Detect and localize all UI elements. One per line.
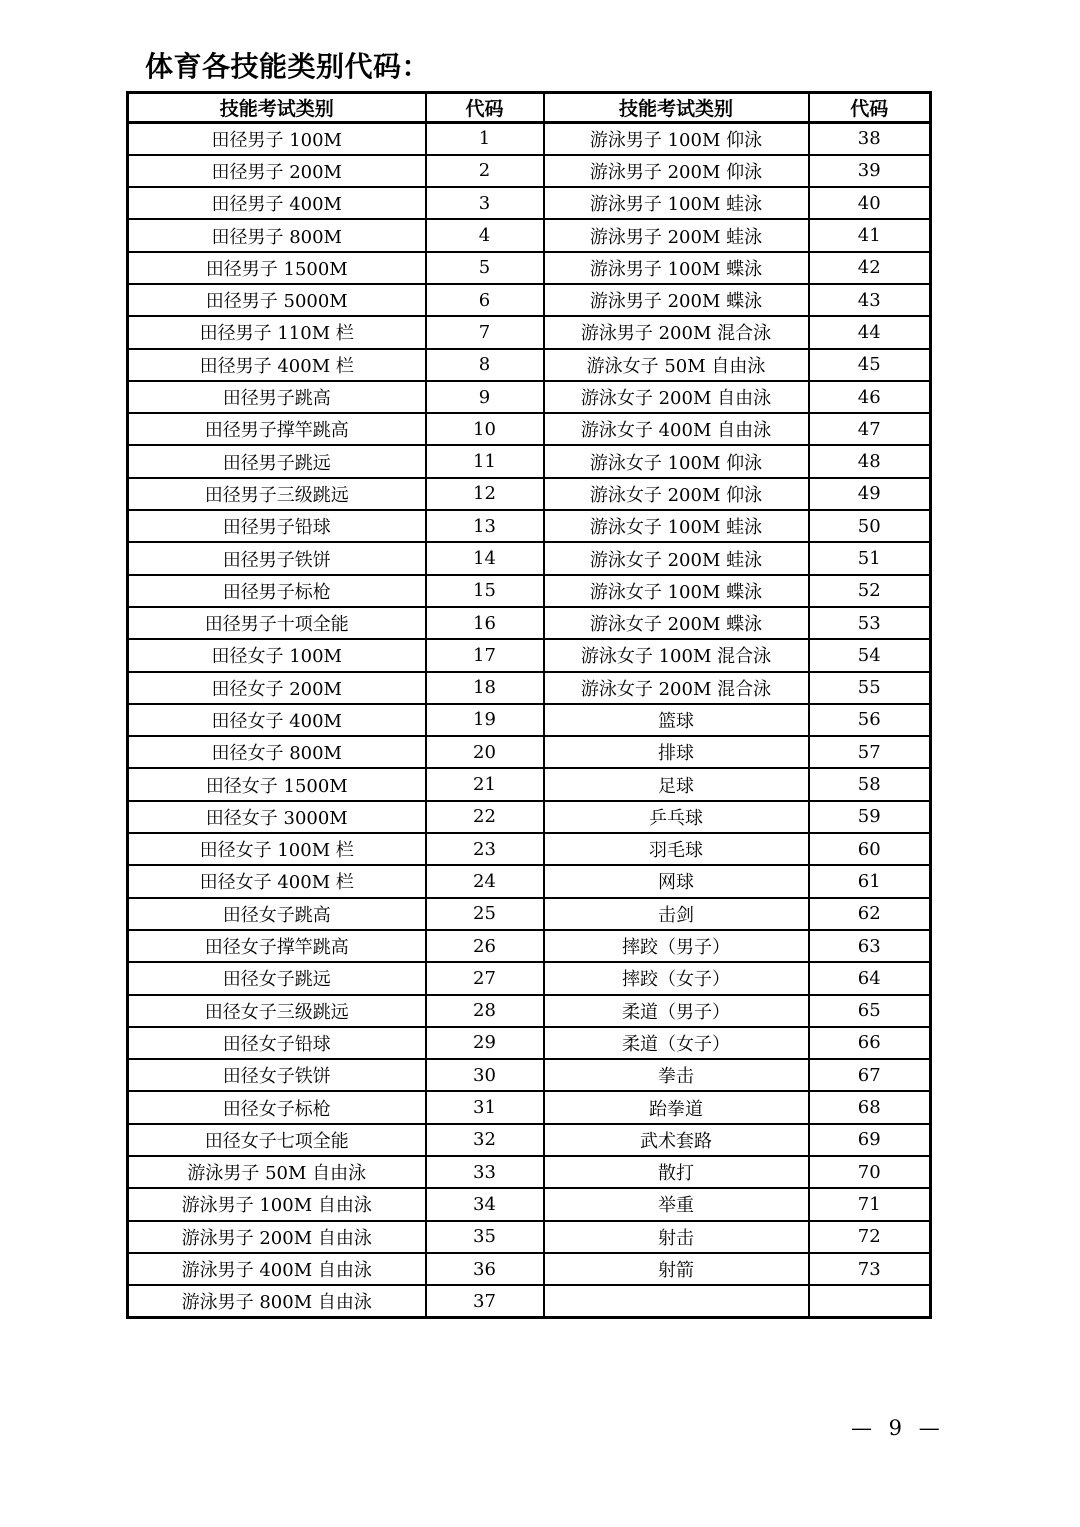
category-cell: 游泳女子 100M 蛙泳 [544, 510, 809, 542]
table-row [128, 413, 931, 445]
table-row [128, 123, 931, 155]
category-cell: 游泳女子 100M 混合泳 [544, 639, 809, 671]
code-cell: 9 [426, 381, 544, 413]
code-cell: 35 [426, 1221, 544, 1253]
category-cell: 柔道（女子） [544, 1027, 809, 1059]
code-cell: 37 [426, 1285, 544, 1317]
category-cell: 田径女子标枪 [128, 1091, 426, 1123]
code-cell: 4 [426, 219, 544, 251]
table-row [128, 187, 931, 219]
code-cell: 27 [426, 962, 544, 994]
category-cell: 田径男子十项全能 [128, 607, 426, 639]
table-row [128, 252, 931, 284]
table-row [128, 1091, 931, 1123]
code-cell: 20 [426, 736, 544, 768]
table-row [128, 575, 931, 607]
header-code-right: 代码 [809, 93, 931, 123]
code-cell: 69 [809, 1124, 931, 1156]
code-cell: 60 [809, 833, 931, 865]
category-cell: 田径男子 200M [128, 155, 426, 187]
table-row [128, 478, 931, 510]
code-cell: 28 [426, 995, 544, 1027]
category-cell: 游泳女子 200M 混合泳 [544, 672, 809, 704]
table-row [128, 1124, 931, 1156]
code-cell: 52 [809, 575, 931, 607]
category-cell: 游泳女子 200M 蛙泳 [544, 542, 809, 574]
code-cell: 34 [426, 1188, 544, 1220]
table-body [128, 123, 931, 1318]
code-cell: 21 [426, 768, 544, 800]
category-cell: 田径女子撑竿跳高 [128, 930, 426, 962]
table-row [128, 607, 931, 639]
category-cell: 田径男子三级跳远 [128, 478, 426, 510]
code-cell: 25 [426, 898, 544, 930]
code-cell: 32 [426, 1124, 544, 1156]
table-row [128, 1059, 931, 1091]
category-cell: 散打 [544, 1156, 809, 1188]
table-row [128, 898, 931, 930]
code-cell: 47 [809, 413, 931, 445]
code-cell: 16 [426, 607, 544, 639]
category-cell: 射箭 [544, 1253, 809, 1285]
table-row [128, 962, 931, 994]
category-cell: 田径女子 1500M [128, 768, 426, 800]
category-cell: 田径男子 5000M [128, 284, 426, 316]
table-row [128, 445, 931, 477]
category-cell: 游泳男子 200M 蝶泳 [544, 284, 809, 316]
code-cell: 7 [426, 316, 544, 348]
table-row [128, 1188, 931, 1220]
table-row [128, 510, 931, 542]
category-cell: 田径男子 100M [128, 123, 426, 155]
category-cell: 足球 [544, 768, 809, 800]
code-cell: 44 [809, 316, 931, 348]
category-cell: 游泳男子 100M 自由泳 [128, 1188, 426, 1220]
category-cell: 摔跤（男子） [544, 930, 809, 962]
category-cell: 田径男子 110M 栏 [128, 316, 426, 348]
table-row [128, 1156, 931, 1188]
code-cell: 55 [809, 672, 931, 704]
category-cell [544, 1285, 809, 1317]
code-cell: 19 [426, 704, 544, 736]
category-cell: 田径女子七项全能 [128, 1124, 426, 1156]
category-cell: 田径男子撑竿跳高 [128, 413, 426, 445]
code-cell: 36 [426, 1253, 544, 1285]
category-cell: 田径女子铅球 [128, 1027, 426, 1059]
category-cell: 网球 [544, 865, 809, 897]
code-cell: 13 [426, 510, 544, 542]
code-cell: 10 [426, 413, 544, 445]
category-cell: 射击 [544, 1221, 809, 1253]
category-cell: 田径男子 1500M [128, 252, 426, 284]
code-cell: 54 [809, 639, 931, 671]
header-category-left: 技能考试类别 [128, 93, 426, 123]
code-cell: 15 [426, 575, 544, 607]
category-cell: 田径男子 800M [128, 219, 426, 251]
category-cell: 排球 [544, 736, 809, 768]
category-cell: 跆拳道 [544, 1091, 809, 1123]
table-row [128, 833, 931, 865]
code-cell: 29 [426, 1027, 544, 1059]
category-cell: 田径女子 800M [128, 736, 426, 768]
code-cell: 45 [809, 349, 931, 381]
category-cell: 田径女子 3000M [128, 801, 426, 833]
category-cell: 田径女子 400M 栏 [128, 865, 426, 897]
category-cell: 游泳女子 200M 自由泳 [544, 381, 809, 413]
code-cell: 6 [426, 284, 544, 316]
category-cell: 游泳女子 100M 仰泳 [544, 445, 809, 477]
code-cell: 72 [809, 1221, 931, 1253]
category-cell: 游泳男子 200M 混合泳 [544, 316, 809, 348]
category-cell: 田径男子标枪 [128, 575, 426, 607]
table-row [128, 155, 931, 187]
category-cell: 拳击 [544, 1059, 809, 1091]
header-category-right: 技能考试类别 [544, 93, 809, 123]
code-cell: 22 [426, 801, 544, 833]
code-cell: 30 [426, 1059, 544, 1091]
code-cell: 24 [426, 865, 544, 897]
category-cell: 游泳男子 800M 自由泳 [128, 1285, 426, 1317]
code-cell: 18 [426, 672, 544, 704]
code-cell: 68 [809, 1091, 931, 1123]
page-title: 体育各技能类别代码： [145, 50, 431, 83]
table-row [128, 1253, 931, 1285]
category-cell: 羽毛球 [544, 833, 809, 865]
table-row [128, 704, 931, 736]
category-cell: 田径女子 400M [128, 704, 426, 736]
code-cell: 63 [809, 930, 931, 962]
code-cell: 3 [426, 187, 544, 219]
category-cell: 田径男子铁饼 [128, 542, 426, 574]
table-row [128, 639, 931, 671]
code-cell: 11 [426, 445, 544, 477]
code-cell: 61 [809, 865, 931, 897]
code-cell: 46 [809, 381, 931, 413]
category-cell: 田径女子跳高 [128, 898, 426, 930]
table-row [128, 349, 931, 381]
category-cell: 田径女子 200M [128, 672, 426, 704]
category-cell: 田径男子 400M 栏 [128, 349, 426, 381]
code-cell: 33 [426, 1156, 544, 1188]
code-cell: 73 [809, 1253, 931, 1285]
category-cell: 田径男子跳远 [128, 445, 426, 477]
category-cell: 游泳男子 100M 蝶泳 [544, 252, 809, 284]
category-cell: 柔道（男子） [544, 995, 809, 1027]
category-cell: 武术套路 [544, 1124, 809, 1156]
table-row [128, 542, 931, 574]
code-cell: 26 [426, 930, 544, 962]
table-row [128, 381, 931, 413]
table-row [128, 672, 931, 704]
category-cell: 摔跤（女子） [544, 962, 809, 994]
category-cell: 游泳男子 100M 仰泳 [544, 123, 809, 155]
code-cell: 66 [809, 1027, 931, 1059]
code-cell: 53 [809, 607, 931, 639]
code-cell: 57 [809, 736, 931, 768]
code-cell: 41 [809, 219, 931, 251]
table-row [128, 1221, 931, 1253]
category-cell: 田径男子跳高 [128, 381, 426, 413]
category-cell: 游泳女子 200M 蝶泳 [544, 607, 809, 639]
code-cell: 58 [809, 768, 931, 800]
table-row [128, 768, 931, 800]
category-cell: 游泳女子 400M 自由泳 [544, 413, 809, 445]
code-cell: 62 [809, 898, 931, 930]
code-cell: 40 [809, 187, 931, 219]
code-cell: 8 [426, 349, 544, 381]
header-code-left: 代码 [426, 93, 544, 123]
category-cell: 游泳男子 200M 自由泳 [128, 1221, 426, 1253]
category-cell: 举重 [544, 1188, 809, 1220]
code-cell: 42 [809, 252, 931, 284]
table-row [128, 1285, 931, 1317]
table-row [128, 930, 931, 962]
code-cell: 50 [809, 510, 931, 542]
category-cell: 游泳男子 400M 自由泳 [128, 1253, 426, 1285]
code-cell: 5 [426, 252, 544, 284]
table-row [128, 736, 931, 768]
category-cell: 田径女子 100M [128, 639, 426, 671]
code-cell: 64 [809, 962, 931, 994]
category-cell: 田径男子 400M [128, 187, 426, 219]
code-cell: 48 [809, 445, 931, 477]
category-cell: 游泳女子 50M 自由泳 [544, 349, 809, 381]
category-cell: 田径女子铁饼 [128, 1059, 426, 1091]
code-cell: 67 [809, 1059, 931, 1091]
skill-code-table [126, 91, 932, 1319]
category-cell: 游泳女子 200M 仰泳 [544, 478, 809, 510]
code-cell: 12 [426, 478, 544, 510]
page-number: — 9 — [851, 1416, 940, 1440]
code-cell [809, 1285, 931, 1317]
code-cell: 65 [809, 995, 931, 1027]
code-cell: 2 [426, 155, 544, 187]
code-cell: 14 [426, 542, 544, 574]
table-row [128, 995, 931, 1027]
table-header-row [128, 93, 931, 123]
category-cell: 乒乓球 [544, 801, 809, 833]
category-cell: 田径女子跳远 [128, 962, 426, 994]
category-cell: 田径女子 100M 栏 [128, 833, 426, 865]
category-cell: 田径女子三级跳远 [128, 995, 426, 1027]
code-cell: 70 [809, 1156, 931, 1188]
code-cell: 71 [809, 1188, 931, 1220]
table-row [128, 865, 931, 897]
code-cell: 17 [426, 639, 544, 671]
category-cell: 游泳男子 200M 仰泳 [544, 155, 809, 187]
category-cell: 田径男子铅球 [128, 510, 426, 542]
category-cell: 游泳男子 200M 蛙泳 [544, 219, 809, 251]
code-cell: 51 [809, 542, 931, 574]
code-cell: 39 [809, 155, 931, 187]
code-cell: 49 [809, 478, 931, 510]
code-cell: 23 [426, 833, 544, 865]
category-cell: 游泳男子 50M 自由泳 [128, 1156, 426, 1188]
table-row [128, 801, 931, 833]
code-cell: 59 [809, 801, 931, 833]
table-row [128, 316, 931, 348]
category-cell: 游泳男子 100M 蛙泳 [544, 187, 809, 219]
code-cell: 38 [809, 123, 931, 155]
category-cell: 击剑 [544, 898, 809, 930]
code-cell: 56 [809, 704, 931, 736]
category-cell: 游泳女子 100M 蝶泳 [544, 575, 809, 607]
table-row [128, 219, 931, 251]
code-cell: 43 [809, 284, 931, 316]
table-row [128, 284, 931, 316]
code-cell: 31 [426, 1091, 544, 1123]
category-cell: 篮球 [544, 704, 809, 736]
table-row [128, 1027, 931, 1059]
code-cell: 1 [426, 123, 544, 155]
